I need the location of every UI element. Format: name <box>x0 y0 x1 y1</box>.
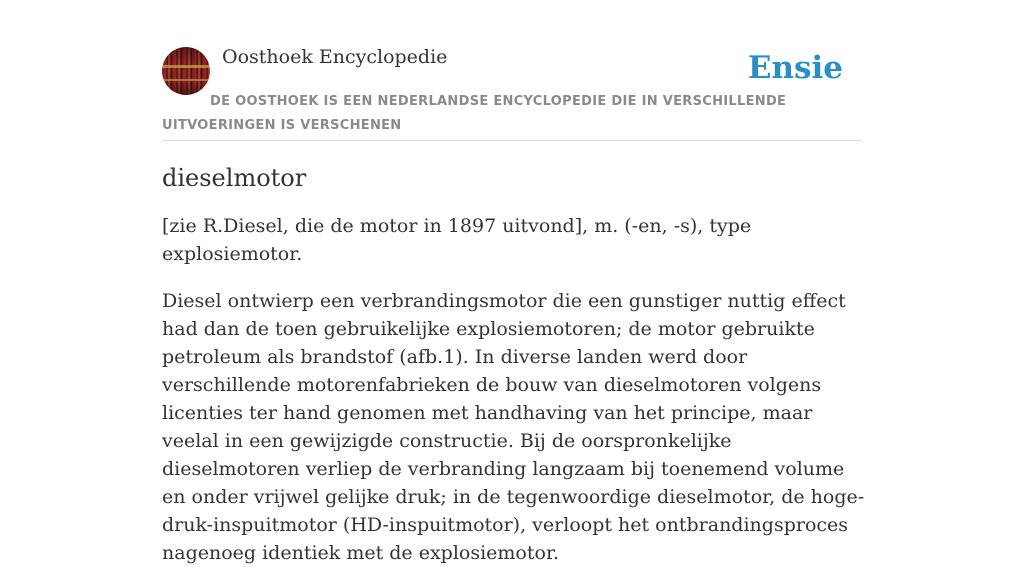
entry-definition: [zie R.Diesel, die de motor in 1897 uitvond], m. (-en, -s), type explosiemotor. <box>162 215 752 265</box>
brand-logo[interactable]: Ensie <box>747 50 843 86</box>
source-avatar[interactable] <box>162 47 210 95</box>
entry-word: dieselmotor <box>162 164 307 192</box>
article <box>162 160 867 567</box>
source-title[interactable]: Oosthoek Encyclopedie <box>222 46 448 68</box>
entry-body: Diesel ontwierp een verbrandingsmotor die een gunstiger nuttig effect had dan de toen gebruikelijke explosiemotoren; de motor gebruikte petroleum als brandstof (afb.1). In diverse landen werd door verschillende motorenfabrieken de bouw van dieselmotoren volgens licenties ter hand genomen met handhaving van het principe, maar veelal in een gewijzigde constructie. Bij de oorspronkelijke dieselmotoren verliep de verbranding langzaam bij toenemend volume en onder vrijwel gelijke druk; in de tegenwoordige dieselmotor, de hoge-druk-inspuitmotor (HD-inspuitmotor), verloopt het ontbrandingsproces nagenoeg identiek met de explosiemotor. <box>162 290 865 564</box>
source-description: DE OOSTHOEK IS EEN NEDERLANDSE ENCYCLOPEDIE DIE IN VERSCHILLENDE UITVOERINGEN IS VERSCHENEN <box>162 94 787 133</box>
source-header <box>162 46 862 141</box>
